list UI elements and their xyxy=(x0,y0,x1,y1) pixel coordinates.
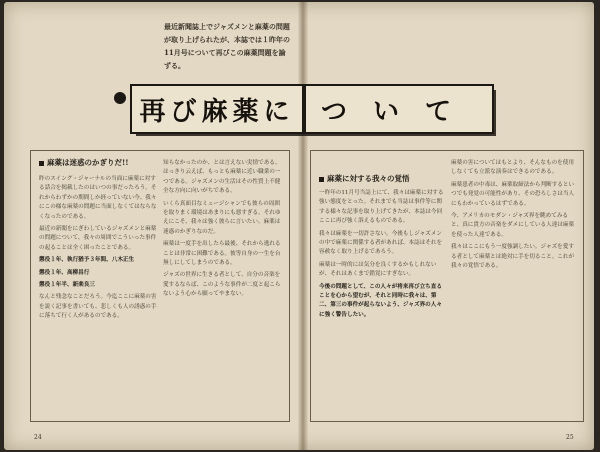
square-bullet-icon xyxy=(39,161,44,166)
paragraph: 麻薬の害についてはもとより、そんなものを使用しなくても立派な演奏はできるのである。 xyxy=(451,160,574,176)
right-heading-text: 麻薬に対する我々の覚悟 xyxy=(327,174,410,183)
paragraph: 最近の新聞をにぎわしているジャズメンと麻薬の問題について、我々の周囲でこういった事件の起ることは全く困ったことである。 xyxy=(39,226,157,251)
left-column-1 xyxy=(39,175,157,415)
paragraph: 我々はここにもう一度強調したい。ジャズを愛する者として麻薬とは絶対に手を切ること。これが我々の覚悟である。 xyxy=(451,244,575,270)
page-number-right: 25 xyxy=(566,434,574,441)
page-gutter xyxy=(298,2,308,450)
left-section-heading xyxy=(39,157,129,168)
paragraph: なんと残念なことだろう。今迄ここに麻薬の害を説く記事を書いても、悲しくも人の誘惑の手に落ちて行く人があるのである。 xyxy=(39,294,157,320)
sentence-line: 懲役１年、高柳昌行 xyxy=(39,269,90,276)
left-article-frame xyxy=(30,150,290,422)
right-article-frame xyxy=(310,150,584,422)
article-title xyxy=(100,84,520,130)
left-column-2 xyxy=(163,159,283,415)
paragraph: いくら真面目なミュージシャンでも彼らの周囲を取りまく環境はあまりにも悪すぎる。それゆえにこそ、我々は強く彼らに言いたい。麻薬は迷惑のかぎりなのだ。 xyxy=(163,200,281,235)
square-bullet-icon xyxy=(319,177,324,182)
sentence-line: 懲役１年、執行猶予３年間、八木正生 xyxy=(39,257,135,264)
paragraph: ジャズの世界に生きる者として、自分の音楽を愛するならば、このような事件が二度と起こらないよう心から願ってやまない。 xyxy=(163,272,281,298)
intro-text: 最近新聞誌上でジャズメンと麻薬の問題が取り上げられたが、本誌では１昨年の11月号について再びこの麻薬問題を論ずる。 xyxy=(164,22,290,70)
paragraph: 昨のスイング・ジャーナルの当面に麻薬に対する話合を掲載したのはいつの事だったろう。それからわずかの期間しか経っていない今、我々にこの様な麻薬の問題に当面しなくてはならなくなったのである。 xyxy=(39,176,157,220)
title-part-1: 再び麻薬に xyxy=(130,84,304,134)
paragraph: 麻薬は一時的には気分を良くするかもしれないが、それはあくまで錯覚にすぎない。 xyxy=(319,261,437,278)
paragraph: 今後の問題として、この人々が将来再び立ち直ることを心から望むが、それと同時に我々は、第二、第三の事件が起らないよう、ジャズ界の人々に強く警告したい。 xyxy=(319,283,442,318)
paragraph: 今、アメリカのモダン・ジャズ界を眺めてみると、真に貴方の音楽をダメにしている人達は麻薬を使った人達である。 xyxy=(451,213,575,238)
page-number-left: 24 xyxy=(34,434,42,441)
paragraph: 一昨年の11月号当誌上にて、我々は麻薬に対する強い態度をとった。それまでも当誌は事件等に関する様々な記事を取り上げてきたが、本誌は今回ここに再び強く訴えるものである。 xyxy=(319,190,444,225)
title-bullet-icon xyxy=(114,92,126,104)
right-column-1 xyxy=(319,189,445,415)
right-column-2 xyxy=(451,159,577,415)
magazine-spread xyxy=(4,2,594,450)
left-heading-text: 麻薬は迷惑のかぎりだ!! xyxy=(47,158,129,167)
paragraph: 我々は麻薬を一切許さない。今後もしジャズメンの中で麻薬に関係する者があれば、本誌はそれを容赦なく取り上げるであろう。 xyxy=(319,230,443,256)
right-section-heading xyxy=(319,173,410,184)
sentence-line: 懲役１年半、新楽良三 xyxy=(39,282,95,289)
title-part-2: ついて xyxy=(304,84,494,134)
paragraph: 麻薬患者の中毒は、麻薬取締法から判断するといつでも発覚の可能性があり、その恐ろしさは当人にもわかっているはずである。 xyxy=(451,181,575,207)
paragraph: 麻薬は一度手を出したら最後、それから逃れることは非常に困難である。彼等自身の一生を台無しにしてしまうのである。 xyxy=(163,241,281,267)
paragraph: 知らなかったのか、とは言えない実情である。はっきり云えば、もっとも麻薬に近い職業の一つである。ジャズメンの生活はその性質上不健全な方向に向いがちである。 xyxy=(163,160,281,195)
